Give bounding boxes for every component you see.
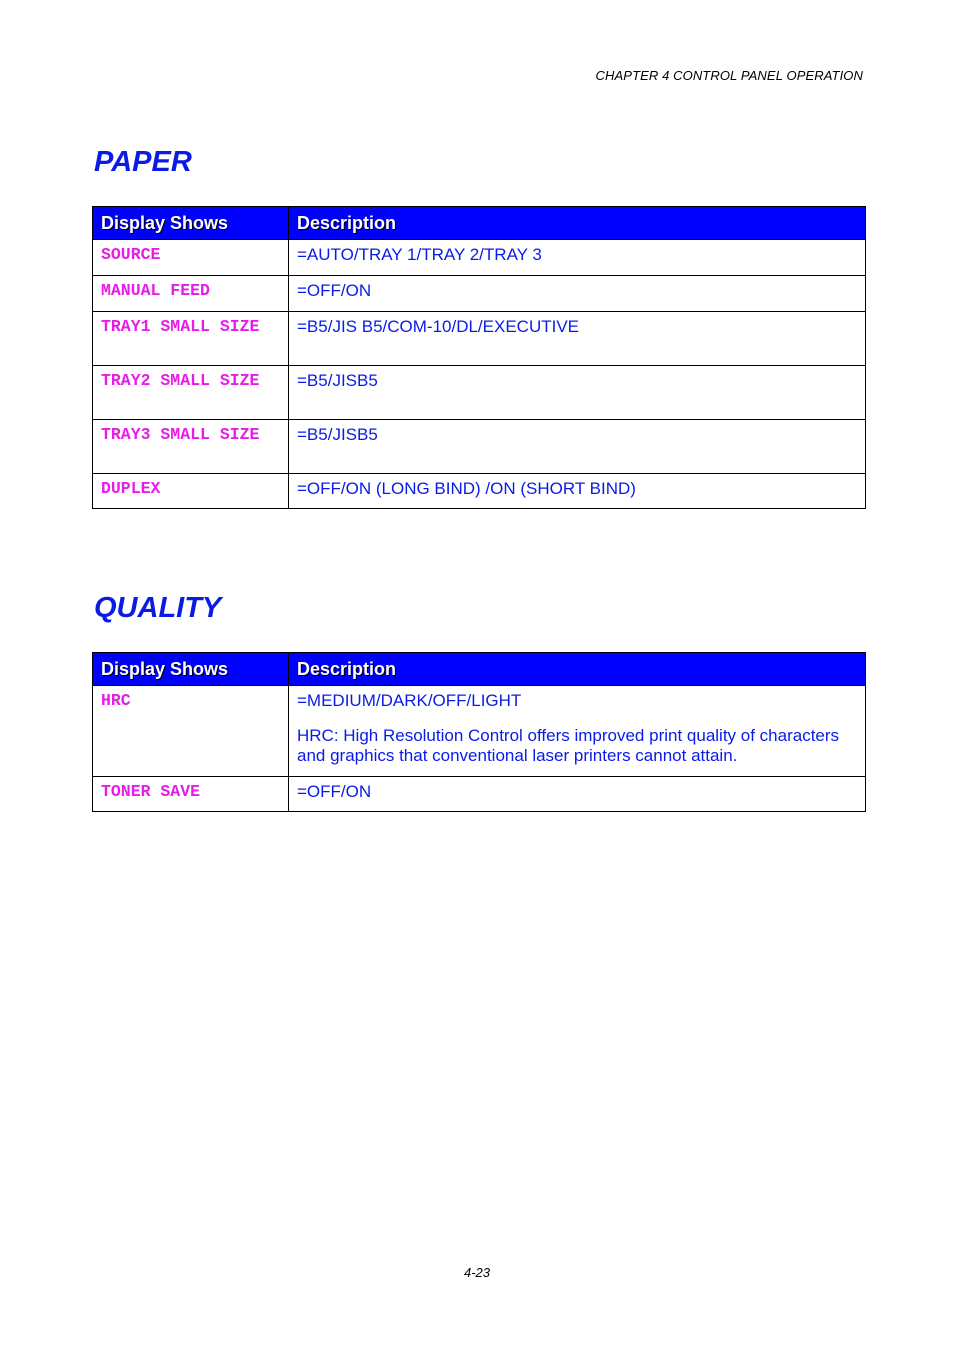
quality-table [92,652,866,812]
column-header-display: Display Shows [93,653,289,686]
description-value: =MEDIUM/DARK/OFF/LIGHT [297,691,522,710]
running-header: CHAPTER 4 CONTROL PANEL OPERATION [595,68,863,83]
description-value: =OFF/ON [289,777,866,812]
table-row [93,474,866,509]
table-row [93,240,866,276]
column-header-display: Display Shows [93,207,289,240]
description-value: =B5/JIS B5/COM-10/DL/EXECUTIVE [289,312,866,366]
table-row [93,366,866,420]
section-title-quality: QUALITY [94,592,222,624]
description-value: =AUTO/TRAY 1/TRAY 2/TRAY 3 [289,240,866,276]
display-value: TRAY2 SMALL SIZE [93,366,289,420]
table-header-row [93,207,866,240]
table-row [93,420,866,474]
table-row [93,686,866,777]
section-title-paper: PAPER [94,146,192,178]
display-value: SOURCE [93,240,289,276]
display-value: TRAY3 SMALL SIZE [93,420,289,474]
display-value: TONER SAVE [93,777,289,812]
display-value: HRC [93,686,289,777]
description-value: =B5/JISB5 [289,366,866,420]
table-row [93,777,866,812]
description-cell [289,686,866,777]
table-row [93,276,866,312]
column-header-description: Description [289,207,866,240]
page-number: 4-23 [463,1265,491,1280]
table-row [93,312,866,366]
description-value: =OFF/ON (LONG BIND) /ON (SHORT BIND) [289,474,866,509]
column-header-description: Description [289,653,866,686]
display-value: TRAY1 SMALL SIZE [93,312,289,366]
description-value: =OFF/ON [289,276,866,312]
description-note: HRC: High Resolution Control offers improved print quality of characters and graphics that conventional laser printers cannot attain. [297,726,840,765]
paper-table [92,206,866,509]
display-value: DUPLEX [93,474,289,509]
table-header-row [93,653,866,686]
description-value: =B5/JISB5 [289,420,866,474]
display-value: MANUAL FEED [93,276,289,312]
